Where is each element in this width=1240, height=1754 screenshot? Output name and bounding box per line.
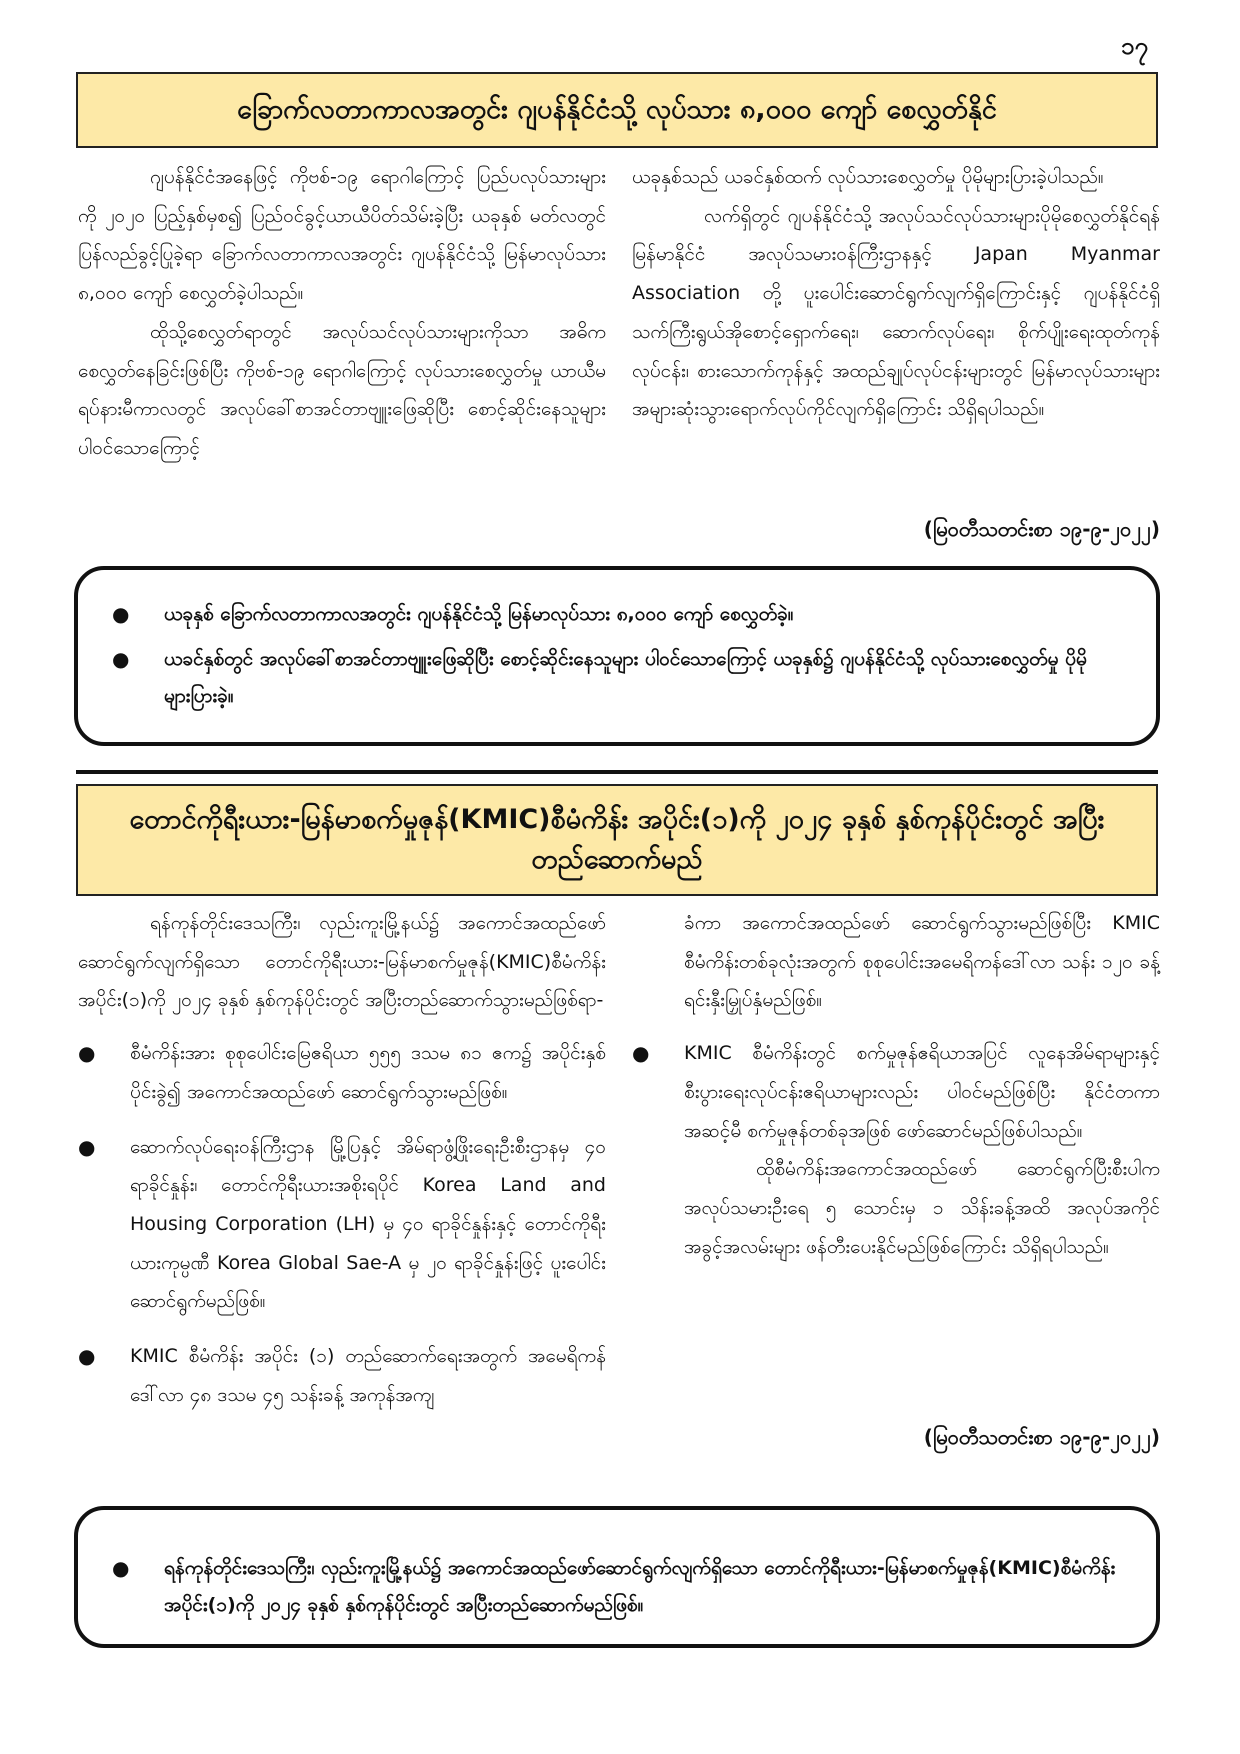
bullet-icon: ● (112, 602, 130, 626)
summary-item (112, 596, 1120, 633)
article-1-source: (မြဝတီသတင်းစာ ၁၉-၉-၂၀၂၂) (923, 517, 1160, 541)
bullet-text: ဆောက်လုပ်ရေးဝန်ကြီးဌာန မြို့ပြနှင့် အိမ်ရာဖွံ့ဖြိုးရေးဦးစီးဌာနမှ ၄၀ ရာခိုင်နှုန်း၊ တောင်ကိုရီးယားအစိုးရပိုင် Korea Land and Housing Corporation (LH) မှ ၄၀ ရာခိုင်နှုန်းနှင့် တောင်ကိုရီးယားကုမ္ပဏီ Korea Global Sae-A မှ ၂၀ ရာခိုင်နှုန်းဖြင့် ပူးပေါင်းဆောင်ရွက်မည်ဖြစ်။ (130, 1135, 606, 1313)
article-1-paragraph: ဂျပန်နိုင်ငံအနေဖြင့် ကိုဗစ်-၁၉ ရောဂါကြောင့် ပြည်ပလုပ်သားများကို ၂၀၂၀ ပြည့်နှစ်မှစ၍ ပြည်ဝင်ခွင့်ယာယီပိတ်သိမ်းခဲ့ပြီး ယခုနှစ် မတ်လတွင် ပြန်လည်ခွင့်ပြုခဲ့ရာ ခြောက်လတာကာလအတွင်း ဂျပန်နိုင်ငံသို့ မြန်မာလုပ်သား ၈,၀၀၀ ကျော် စေလွှတ်ခဲ့ပါသည်။ (78, 166, 606, 305)
article-2-left-column (78, 904, 606, 1414)
article-2-intro: ရန်ကုန်တိုင်းဒေသကြီး၊ လှည်းကူးမြို့နယ်၌ အကောင်အထည်ဖော်ဆောင်ရွက်လျက်ရှိသော တောင်ကိုရီးယား-မြန်မာစက်မှုဇုန်(KMIC)စီမံကိန်း အပိုင်း(၁)ကို ၂၀၂၄ ခုနှစ် နှစ်ကုန်ပိုင်းတွင် အပြီးတည်ဆောက်သွားမည်ဖြစ်ရာ- (78, 912, 606, 1012)
bullet-text: KMIC စီမံကိန်း အပိုင်း (၁) တည်ဆောက်ရေးအတွက် အမေရိကန်ဒေါ်လာ ၄၈ ဒသမ ၄၅ သန်းခန့် အကုန်အကျ (130, 1345, 606, 1406)
article-2-bullet (78, 1034, 606, 1111)
article-1-title: ခြောက်လတာကာလအတွင်း ဂျပန်နိုင်ငံသို့ လုပ်သား ၈,၀၀၀ ကျော် စေလွှတ်နိုင် (76, 72, 1158, 148)
article-2-title: တောင်ကိုရီးယား-မြန်မာစက်မှုဇုန်(KMIC)စီမံကိန်း အပိုင်း(၁)ကို ၂၀၂၄ ခုနှစ် နှစ်ကုန်ပိုင်းတွင် အပြီးတည်ဆောက်မည် (76, 784, 1158, 896)
summary-item (112, 1550, 1120, 1624)
bullet-icon: ● (78, 1041, 96, 1066)
summary-text: ယခုနှစ် ခြောက်လတာကာလအတွင်း ဂျပန်နိုင်ငံသို့ မြန်မာလုပ်သား ၈,၀၀၀ ကျော် စေလွှတ်ခဲ့။ (164, 603, 794, 625)
article-2-closing: ထိုစီမံကိန်းအကောင်အထည်ဖော် ဆောင်ရွက်ပြီးစီးပါက အလုပ်သမားဦးရေ ၅ သောင်းမှ ၁ သိန်းခန့်အထိ အလုပ်အကိုင်အခွင့်အလမ်းများ ဖန်တီးပေးနိုင်မည်ဖြစ်ကြောင်း သိရှိရပါသည်။ (684, 1158, 1160, 1258)
article-2-bullet (78, 1128, 606, 1322)
article-1-left-column (78, 158, 606, 468)
article-2-bullet (78, 1337, 606, 1414)
bullet-icon: ● (112, 1556, 130, 1580)
bullet-icon: ● (632, 1041, 650, 1066)
bullet-icon: ● (78, 1344, 96, 1369)
summary-item (112, 641, 1120, 715)
article-2-right-column (632, 904, 1160, 1266)
bullet-icon: ● (112, 647, 130, 671)
section-divider (76, 770, 1158, 774)
article-1-paragraph: လက်ရှိတွင် ဂျပန်နိုင်ငံသို့ အလုပ်သင်လုပ်သားများပိုမိုစေလွှတ်နိုင်ရန် မြန်မာနိုင်ငံ အလုပ်သမားဝန်ကြီးဌာနနှင့် Japan Myanmar Association တို့ ပူးပေါင်းဆောင်ရွက်လျက်ရှိကြောင်းနှင့် ဂျပန်နိုင်ငံရှိ သက်ကြီးရွယ်အိုစောင့်ရှောက်ရေး၊ ဆောက်လုပ်ရေး၊ စိုက်ပျိုးရေးထုတ်ကုန်လုပ်ငန်း၊ စားသောက်ကုန်နှင့် အထည်ချုပ်လုပ်ငန်းများတွင် မြန်မာလုပ်သားများ အများဆုံးသွားရောက်လုပ်ကိုင်လျက်ရှိကြောင်း သိရှိရပါသည်။ (632, 204, 1160, 421)
article-2-summary-box (74, 1506, 1160, 1648)
article-1-right-column (632, 158, 1160, 429)
article-2-bullet (632, 1034, 1160, 1150)
bullet-text: စီမံကိန်းအား စုစုပေါင်းမြေဧရိယာ ၅၅၅ ဒသမ ၈၁ ဧက၌ အပိုင်းနှစ်ပိုင်းခွဲ၍ အကောင်အထည်ဖော် ဆောင်ရွက်သွားမည်ဖြစ်။ (130, 1042, 606, 1103)
bullet-icon: ● (78, 1134, 96, 1159)
article-1-summary-box (74, 566, 1160, 746)
summary-text: ယခင်နှစ်တွင် အလုပ်ခေါ်စာအင်တာဗျူးဖြေဆိုပြီး စောင့်ဆိုင်းနေသူများ ပါဝင်သောကြောင့် ယခုနှစ်၌ ဂျပန်နိုင်ငံသို့ လုပ်သားစေလွှတ်မှု ပိုမိုများပြားခဲ့။ (164, 648, 1087, 707)
summary-text: ရန်ကုန်တိုင်းဒေသကြီး၊ လှည်းကူးမြို့နယ်၌ အကောင်အထည်ဖော်ဆောင်ရွက်လျက်ရှိသော တောင်ကိုရီးယား-မြန်မာစက်မှုဇုန်(KMIC)စီမံကိန်း အပိုင်း(၁)ကို ၂၀၂၄ ခုနှစ် နှစ်ကုန်ပိုင်းတွင် အပြီးတည်ဆောက်မည်ဖြစ်။ (164, 1557, 1116, 1616)
article-2-continuation: ခံကာ အကောင်အထည်ဖော် ဆောင်ရွက်သွားမည်ဖြစ်ပြီး KMIC စီမံကိန်းတစ်ခုလုံးအတွက် စုစုပေါင်းအမေရိကန်ဒေါ်လာ သန်း ၁၂၀ ခန့် ရင်းနှီးမြှုပ်နှံမည်ဖြစ်။ (684, 912, 1160, 1012)
article-1-paragraph: ထိုသို့စေလွှတ်ရာတွင် အလုပ်သင်လုပ်သားများကိုသာ အဓိကစေလွှတ်နေခြင်းဖြစ်ပြီး ကိုဗစ်-၁၉ ရောဂါကြောင့် လုပ်သားစေလွှတ်မှု ယာယီမရပ်နားမီကာလတွင် အလုပ်ခေါ်စာအင်တာဗျူးဖြေဆိုပြီး စောင့်ဆိုင်းနေသူများ ပါဝင်သောကြောင့် (78, 320, 606, 459)
bullet-text: KMIC စီမံကိန်းတွင် စက်မှုဇုန်ဧရိယာအပြင် လူနေအိမ်ရာများနှင့် စီးပွားရေးလုပ်ငန်းဧရိယာများလည်း ပါဝင်မည်ဖြစ်ပြီး နိုင်ငံတကာအဆင့်မီ စက်မှုဇုန်တစ်ခုအဖြစ် ဖော်ဆောင်မည်ဖြစ်ပါသည်။ (684, 1042, 1160, 1142)
article-2-source: (မြဝတီသတင်းစာ ၁၉-၉-၂၀၂၂) (923, 1425, 1160, 1449)
article-1-paragraph: ယခုနှစ်သည် ယခင်နှစ်ထက် လုပ်သားစေလွှတ်မှု ပိုမိုများပြားခဲ့ပါသည်။ (632, 166, 1104, 188)
page-number: ၁၇ (1121, 32, 1148, 60)
